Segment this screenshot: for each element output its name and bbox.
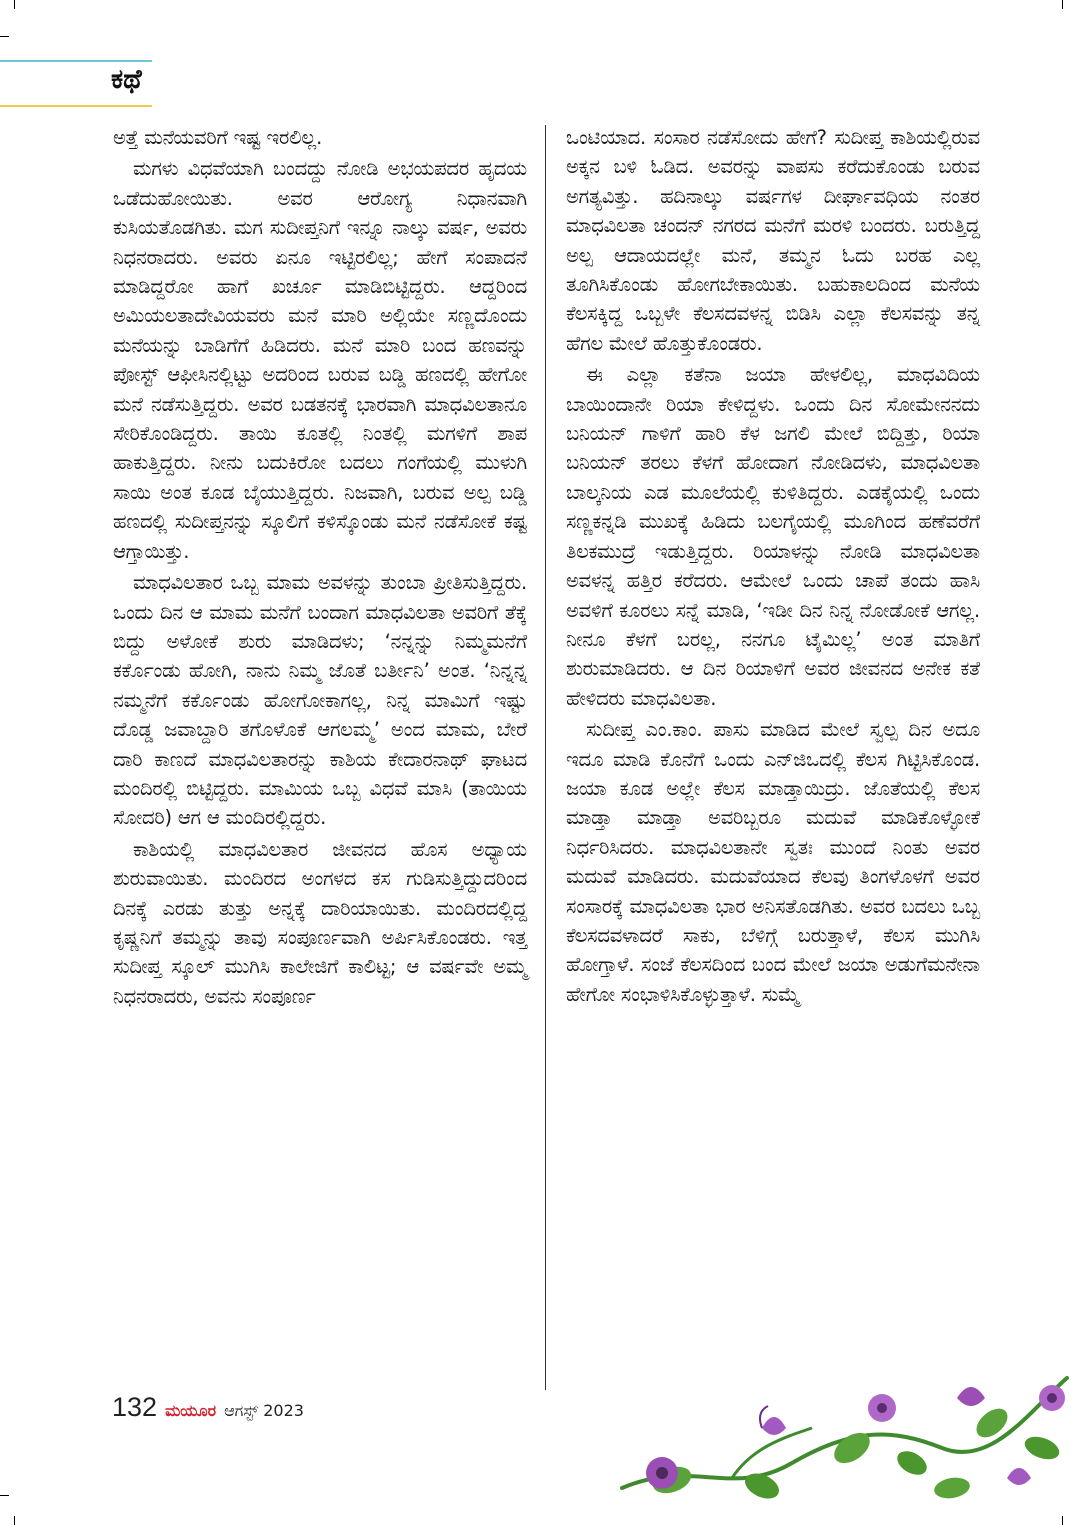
paragraph: ಅತ್ತೆ ಮನೆಯವರಿಗೆ ಇಷ್ಟ ಇರಲಿಲ್ಲ. [113,126,323,149]
right-column [566,123,980,1011]
header-rule-top [0,60,152,62]
flower [1039,1385,1065,1411]
crop-mark [0,36,9,37]
floral-decoration-illustration [612,1368,1072,1508]
section-title: ಕಥೆ [111,64,142,95]
leaf [893,1446,931,1479]
page-number: 132 [112,1392,158,1422]
flower [868,1394,896,1422]
flower [760,1406,786,1435]
flower [957,1387,985,1406]
paragraph: ಒಂಟಿಯಾದ. ಸಂಸಾರ ನಡೆಸೋದು ಹೇಗೆ? ಸುದೀಪ್ತ ಕಾಶಿಯಲ್ಲಿರುವ ಅಕ್ಕನ ಬಳಿ ಓಡಿದ. ಅವರನ್ನು ವಾಪಸು ಕರೆದುಕೊಂಡು ಬರುವ ಅಗತ್ಯವಿತ್ತು. ಹದಿನಾಲ್ಕು ವರ್ಷಗಳ ದೀರ್ಘಾವಧಿಯ ನಂತರ ಮಾಧವಿಲತಾ ಚಂದನ್ ನಗರದ ಮನೆಗೆ ಮರಳಿ ಬಂದರು. ಬರುತ್ತಿದ್ದ ಅಲ್ಪ ಆದಾಯದಲ್ಲೇ ಮನೆ, ತಮ್ಮನ ಓದು ಬರಹ ಎಲ್ಲ ತೂಗಿಸಿಕೊಂಡು ಹೋಗಬೇಕಾಯಿತು. ಬಹುಕಾಲದಿಂದ ಮನೆಯ ಕೆಲಸಕ್ಕಿದ್ದ ಒಬ್ಬಳೇ ಕೆಲಸದವಳನ್ನ ಬಿಡಿಸಿ ಎಲ್ಲಾ ಕೆಲಸವನ್ನು ತನ್ನ ಹೆಗಲ ಮೇಲೆ ಹೊತ್ತುಕೊಂಡರು. [566,126,980,355]
paragraph: ಸುದೀಪ್ತ ಎಂ.ಕಾಂ. ಪಾಸು ಮಾಡಿದ ಮೇಲೆ ಸ್ವಲ್ಪ ದಿನ ಅದೂ ಇದೂ ಮಾಡಿ ಕೊನೆಗೆ ಒಂದು ಎನ್‌ಜಿಒದಲ್ಲಿ ಕೆಲಸ ಗಿಟ್ಟಿಸಿಕೊಂಡ. ಜಯಾ ಕೂಡ ಅಲ್ಲೇ ಕೆಲಸ ಮಾಡ್ತಾಯಿದ್ರು. ಜೊತೆಯಲ್ಲಿ ಕೆಲಸ ಮಾಡ್ತಾ ಮಾಡ್ತಾ ಅವರಿಬ್ಬರೂ ಮದುವೆ ಮಾಡಿಕೊಳ್ಳೋಕೆ ನಿರ್ಧರಿಸಿದರು. ಮಾಧವಿಲತಾನೇ ಸ್ವತಃ ಮುಂದೆ ನಿಂತು ಅವರ ಮದುವೆ ಮಾಡಿದರು. ಮದುವೆಯಾದ ಕೆಲವು ತಿಂಗಳೊಳಗೆ ಅವರ ಸಂಸಾರಕ್ಕೆ ಮಾಧವಿಲತಾ ಭಾರ ಅನಿಸತೊಡಗಿತು. ಅವರ ಬದಲು ಒಬ್ಬ ಕೆಲಸದವಳಾದರೆ ಸಾಕು, ಬೆಳಿಗ್ಗೆ ಬರುತ್ತಾಳೆ, ಕೆಲಸ ಮುಗಿಸಿ ಹೋಗ್ತಾಳೆ. ಸಂಜೆ ಕೆಲಸದಿಂದ ಬಂದ ಮೇಲೆ ಜಯಾ ಅಡುಗೆಮನೇನಾ ಹೇಗೋ ಸಂಭಾಳಿಸಿಕೊಳ್ಳುತ್ತಾಳೆ. ಸುಮ್ಮೆ [566,718,980,1006]
page-footer [112,1392,304,1432]
header-rule-bottom [0,105,152,107]
leaf [971,1403,1013,1443]
paragraph: ಮಾಧವಿಲತಾರ ಒಬ್ಬ ಮಾಮ ಅವಳನ್ನು ತುಂಬಾ ಪ್ರೀತಿಸುತ್ತಿದ್ದರು. ಒಂದು ದಿನ ಆ ಮಾಮ ಮನೆಗೆ ಬಂದಾಗ ಮಾಧವಿಲತಾ ಅವರಿಗೆ ತೆಕ್ಕೆ ಬಿದ್ದು ಅಳೋಕೆ ಶುರು ಮಾಡಿದಳು; ‘ನನ್ನನ್ನು ನಿಮ್ಮಮನೆಗೆ ಕರ್ಕೊಂಡು ಹೋಗಿ, ನಾನು ನಿಮ್ಮ ಜೊತೆ ಬರ್ತೀನಿ’ ಅಂತ. ‘ನಿನ್ನನ್ನ ನಮ್ಮನೆಗೆ ಕರ್ಕೊಂಡು ಹೋಗೋಕಾಗಲ್ಲ, ನಿನ್ನ ಮಾಮಿಗೆ ಇಷ್ಟು ದೊಡ್ಡ ಜವಾಬ್ದಾರಿ ತಗೊಳೊಕೆ ಆಗಲಮ್ಮ’ ಅಂದ ಮಾಮ, ಬೇರೆ ದಾರಿ ಕಾಣದೆ ಮಾಧವಿಲತಾರನ್ನು ಕಾಶಿಯ ಕೇದಾರನಾಥ್ ಘಾಟದ ಮಂದಿರಲ್ಲಿ ಬಿಟ್ಟಿದ್ದರು. ಮಾಮಿಯ ಒಬ್ಬ ವಿಧವೆ ಮಾಸಿ (ತಾಯಿಯ ಸೋದರಿ) ಆಗ ಆ ಮಂದಿರಲ್ಲಿದ್ದರು. [113,571,527,830]
paragraph: ಕಾಶಿಯಲ್ಲಿ ಮಾಧವಿಲತಾರ ಜೀವನದ ಹೊಸ ಅಧ್ಯಾಯ ಶುರುವಾಯಿತು. ಮಂದಿರದ ಅಂಗಳದ ಕಸ ಗುಡಿಸುತ್ತಿದ್ದುದರಿಂದ ದಿನಕ್ಕೆ ಎರಡು ತುತ್ತು ಅನ್ನಕ್ಕೆ ದಾರಿಯಾಯಿತು. ಮಂದಿರದಲ್ಲಿದ್ದ ಕೃಷ್ಣನಿಗೆ ತಮ್ಮನ್ನು ತಾವು ಸಂಪೂರ್ಣವಾಗಿ ಅರ್ಪಿಸಿಕೊಂಡರು. ಇತ್ತ ಸುದೀಪ್ತ ಸ್ಕೂಲ್ ಮುಗಿಸಿ ಕಾಲೇಜಿಗೆ ಕಾಲಿಟ್ಟ; ಆ ವರ್ಷವೇ ಅಮ್ಮ ನಿಧನರಾದರು, ಅವನು ಸಂಪೂರ್ಣ [113,837,527,1008]
crop-mark [14,1516,15,1525]
leaf [1022,1432,1063,1463]
flower [1007,1468,1031,1485]
paragraph: ಮಗಳು ವಿಧವೆಯಾಗಿ ಬಂದದ್ದು ನೋಡಿ ಅಭಯಪದರ ಹೃದಯ ಒಡೆದುಹೋಯಿತು. ಅವರ ಆರೋಗ್ಯ ನಿಧಾನವಾಗಿ ಕುಸಿಯತೊಡಗಿತು. ಮಗ ಸುದೀಪ್ತನಿಗೆ ಇನ್ನೂ ನಾಲ್ಕು ವರ್ಷ, ಅವರು ನಿಧನರಾದರು. ಅವರು ಏನೂ ಇಟ್ಟಿರಲಿಲ್ಲ; ಹೇಗೆ ಸಂಪಾದನೆ ಮಾಡಿದ್ದರೋ ಹಾಗೆ ಖರ್ಚೂ ಮಾಡಿಬಿಟ್ಟಿದ್ದರು. ಆದ್ದರಿಂದ ಅಮಿಯಲತಾದೇವಿಯವರು ಮನೆ ಮಾರಿ ಅಲ್ಲಿಯೇ ಸಣ್ಣದೊಂದು ಮನೆಯನ್ನು ಬಾಡಿಗೆಗೆ ಹಿಡಿದರು. ಮನೆ ಮಾರಿ ಬಂದ ಹಣವನ್ನು ಪೋಸ್ಟ್ ಆಫೀಸಿನಲ್ಲಿಟ್ಟು ಅದರಿಂದ ಬರುವ ಬಡ್ಡಿ ಹಣದಲ್ಲಿ ಹೇಗೋ ಮನೆ ನಡೆಸುತ್ತಿದ್ದರು. ಅವರ ಬಡತನಕ್ಕೆ ಭಾರವಾಗಿ ಮಾಧವಿಲತಾನೂ ಸೇರಿಕೊಂಡಿದ್ದರು. ತಾಯಿ ಕೂತಲ್ಲಿ ನಿಂತಲ್ಲಿ ಮಗಳಿಗೆ ಶಾಪ ಹಾಕುತ್ತಿದ್ದರು. ನೀನು ಬದುಕಿರೋ ಬದಲು ಗಂಗೆಯಲ್ಲಿ ಮುಳುಗಿ ಸಾಯಿ ಅಂತ ಕೂಡ ಬೈಯುತ್ತಿದ್ದರು. ನಿಜವಾಗಿ, ಬರುವ ಅಲ್ಪ ಬಡ್ಡಿ ಹಣದಲ್ಲಿ ಸುದೀಪ್ತನನ್ನು ಸ್ಕೂಲಿಗೆ ಕಳಿಸ್ಕೊಂಡು ಮನೆ ನಡೆಸೋಕೆ ಕಷ್ಟ ಆಗ್ತಾಯಿತ್ತು. [113,157,527,563]
issue-date: ಆಗಸ್ಟ್ 2023 [224,1401,304,1420]
crop-mark [1062,1516,1063,1525]
flower [646,1457,678,1489]
crop-mark [1062,0,1063,9]
crop-mark [0,1495,9,1496]
left-column [113,123,527,1013]
crop-mark [14,0,15,9]
magazine-logo: ಮಯೂರ [165,1401,217,1420]
column-divider [545,125,546,1390]
paragraph: ಈ ಎಲ್ಲಾ ಕತೆನಾ ಜಯಾ ಹೇಳಲಿಲ್ಲ, ಮಾಧವಿದಿಯ ಬಾಯಿಂದಾನೇ ರಿಯಾ ಕೇಳಿದ್ದಳು. ಒಂದು ದಿನ ಸೋಮೇನನದು ಬನಿಯನ್ ಗಾಳಿಗೆ ಹಾರಿ ಕೆಳ ಜಗಲಿ ಮೇಲೆ ಬಿದ್ದಿತ್ತು, ರಿಯಾ ಬನಿಯನ್ ತರಲು ಕೆಳಗೆ ಹೋದಾಗ ನೋಡಿದಳು, ಮಾಧವಿಲತಾ ಬಾಲ್ಕನಿಯ ಎಡ ಮೂಲೆಯಲ್ಲಿ ಕುಳಿತಿದ್ದರು. ಎಡಕೈಯಲ್ಲಿ ಒಂದು ಸಣ್ಣಕನ್ನಡಿ ಮುಖಕ್ಕೆ ಹಿಡಿದು ಬಲಗೈಯಲ್ಲಿ ಮೂಗಿಂದ ಹಣೆವರೆಗೆ ತಿಲಕಮುದ್ರೆ ಇಡುತ್ತಿದ್ದರು. ರಿಯಾಳನ್ನು ನೋಡಿ ಮಾಧವಿಲತಾ ಅವಳನ್ನ ಹತ್ತಿರ ಕರೆದರು. ಆಮೇಲೆ ಒಂದು ಚಾಪೆ ತಂದು ಹಾಸಿ ಅವಳಿಗೆ ಕೂರಲು ಸನ್ನೆ ಮಾಡಿ, ‘ಇಡೀ ದಿನ ನಿನ್ನ ನೋಡೋಕೆ ಆಗಲ್ಲ. ನೀನೂ ಕೆಳಗೆ ಬರಲ್ಲ, ನನಗೂ ಟೈಮಿಲ್ಲ’ ಅಂತ ಮಾತಿಗೆ ಶುರುಮಾಡಿದರು. ಆ ದಿನ ರಿಯಾಳಿಗೆ ಅವರ ಜೀವನದ ಅನೇಕ ಕತೆ ಹೇಳಿದರು ಮಾಧವಿಲತಾ. [566,363,980,710]
leaf [933,1475,972,1501]
